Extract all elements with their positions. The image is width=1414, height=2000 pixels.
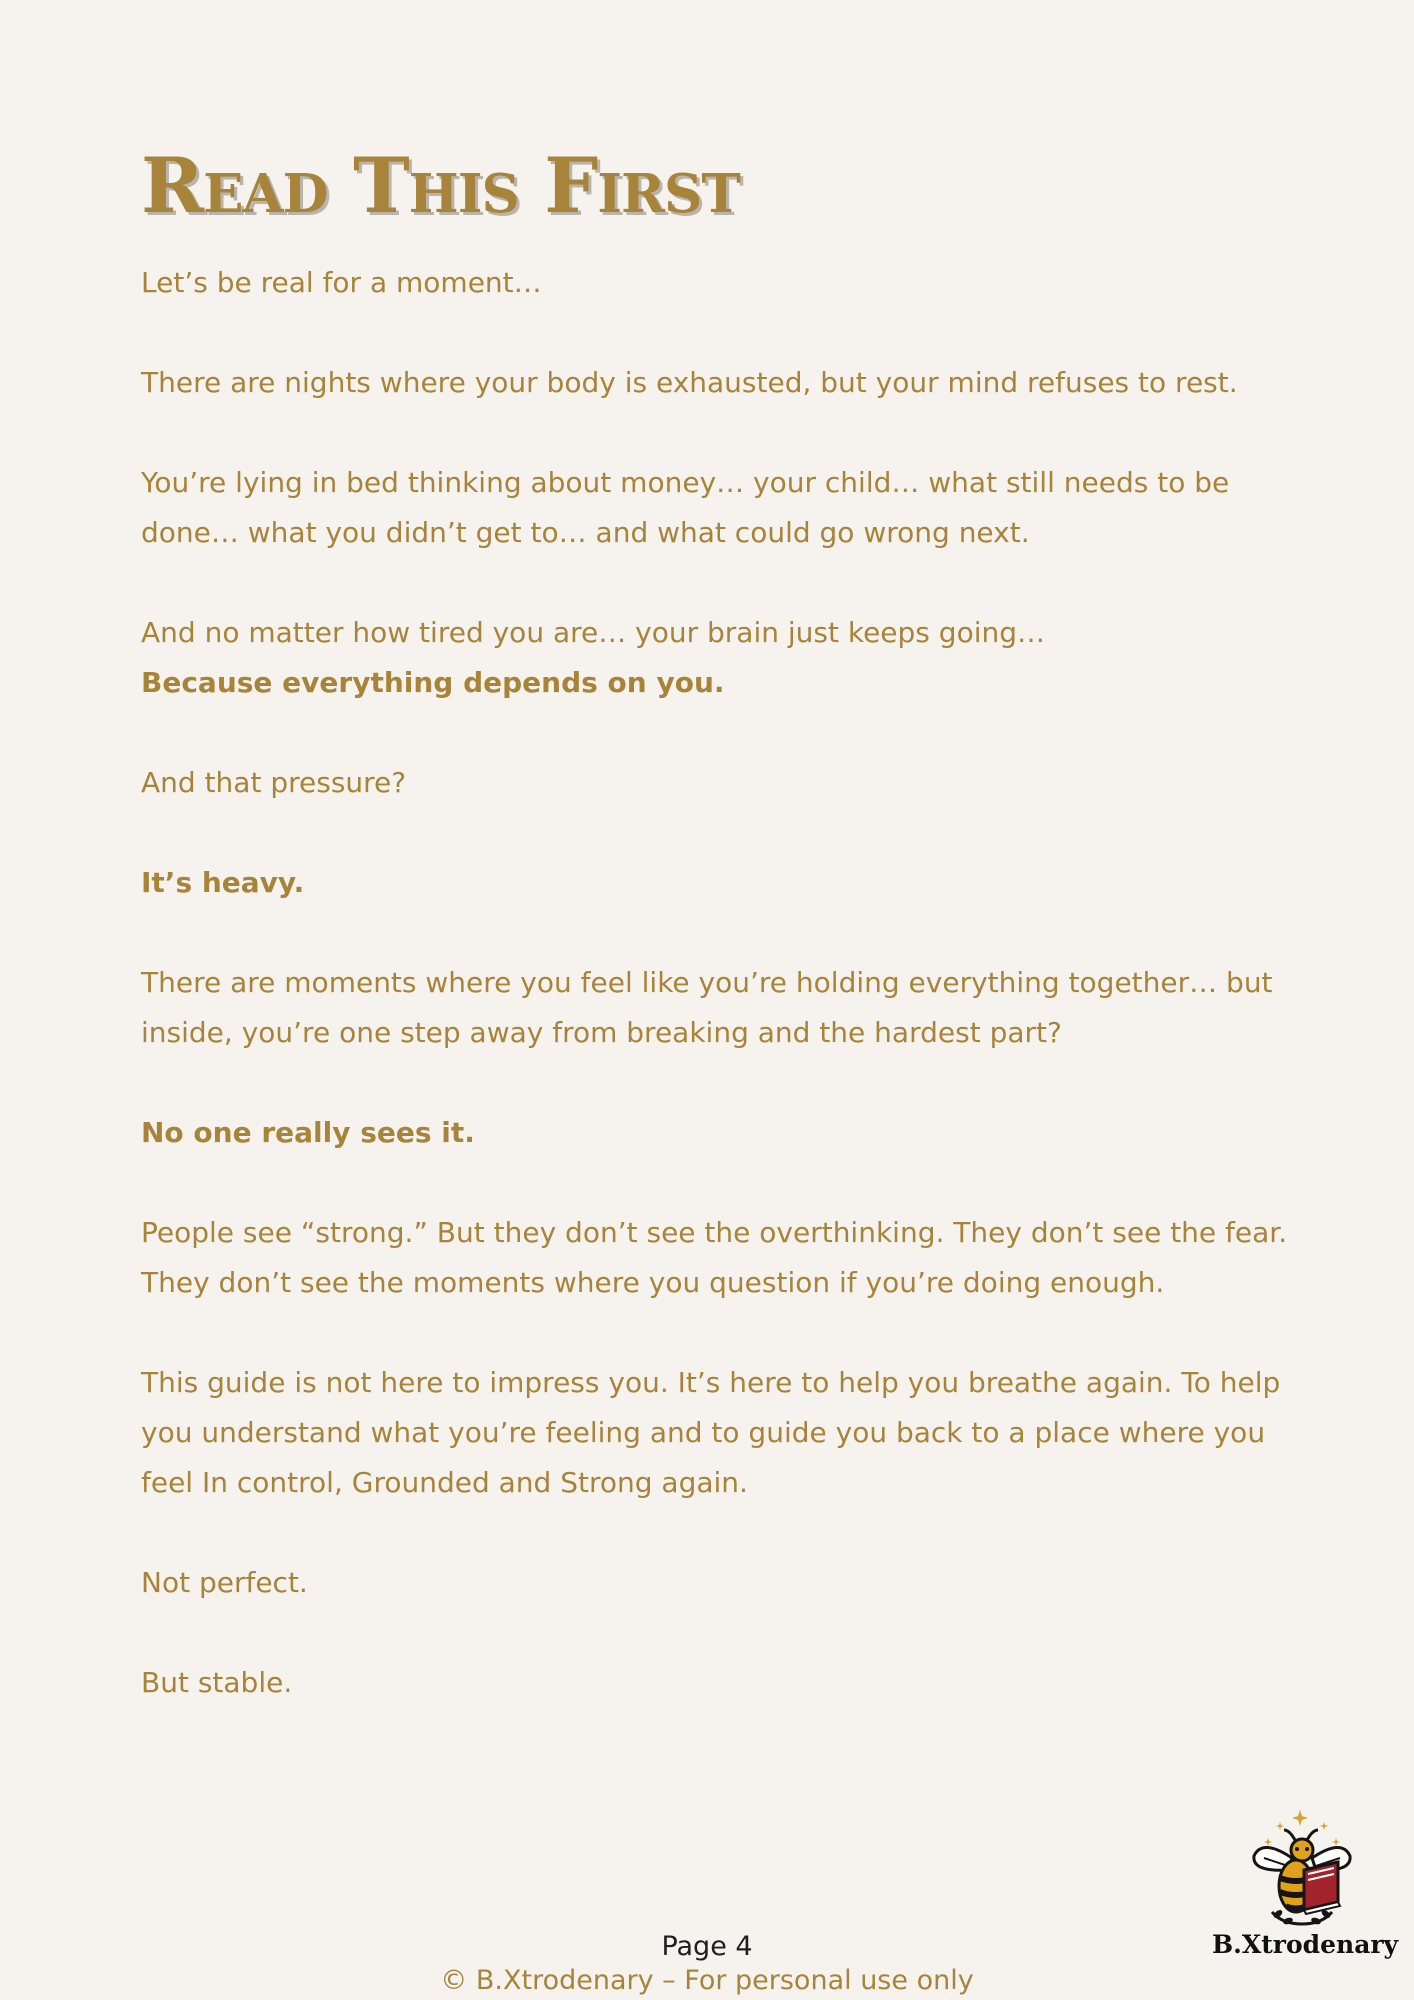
emphasis-paragraph: No one really sees it. (141, 1116, 475, 1149)
paragraph: Let’s be real for a moment… (141, 266, 542, 299)
brand-name: B.Xtrodenary (1212, 1930, 1399, 1959)
paragraph: And that pressure? (141, 766, 407, 799)
emphasis-paragraph: It’s heavy. (141, 866, 305, 899)
copyright-notice: © B.Xtrodenary – For personal use only (440, 1965, 974, 1996)
paragraph: There are moments where you feel like you’re holding everything together… but inside, you’re one step away from breaking and the hardest part? (141, 966, 1273, 1049)
paragraph: This guide is not here to impress you. It’s here to help you breathe again. To help you understand what you’re feeling and to guide you back to a place where you feel In control, Grounded and Strong again. (141, 1366, 1281, 1499)
paragraph: And no matter how tired you are… your brain just keeps going… (141, 616, 1045, 649)
page-title: Read This First (141, 141, 740, 230)
paragraph: Not perfect. (141, 1566, 308, 1599)
body-content (141, 258, 1291, 1758)
paragraph: There are nights where your body is exhausted, but your mind refuses to rest. (141, 366, 1238, 399)
paragraph: But stable. (141, 1666, 293, 1699)
paragraph: You’re lying in bed thinking about money… your child… what still needs to be done… what you didn’t get to… and what could go wrong next. (141, 466, 1230, 549)
emphasis-paragraph: Because everything depends on you. (141, 666, 725, 699)
page-number: Page 4 (661, 1931, 753, 1962)
bee-book-icon (1242, 1808, 1362, 1928)
paragraph: People see “strong.” But they don’t see the overthinking. They don’t see the fear. They don’t see the moments where you question if you’re doing enough. (141, 1216, 1288, 1299)
